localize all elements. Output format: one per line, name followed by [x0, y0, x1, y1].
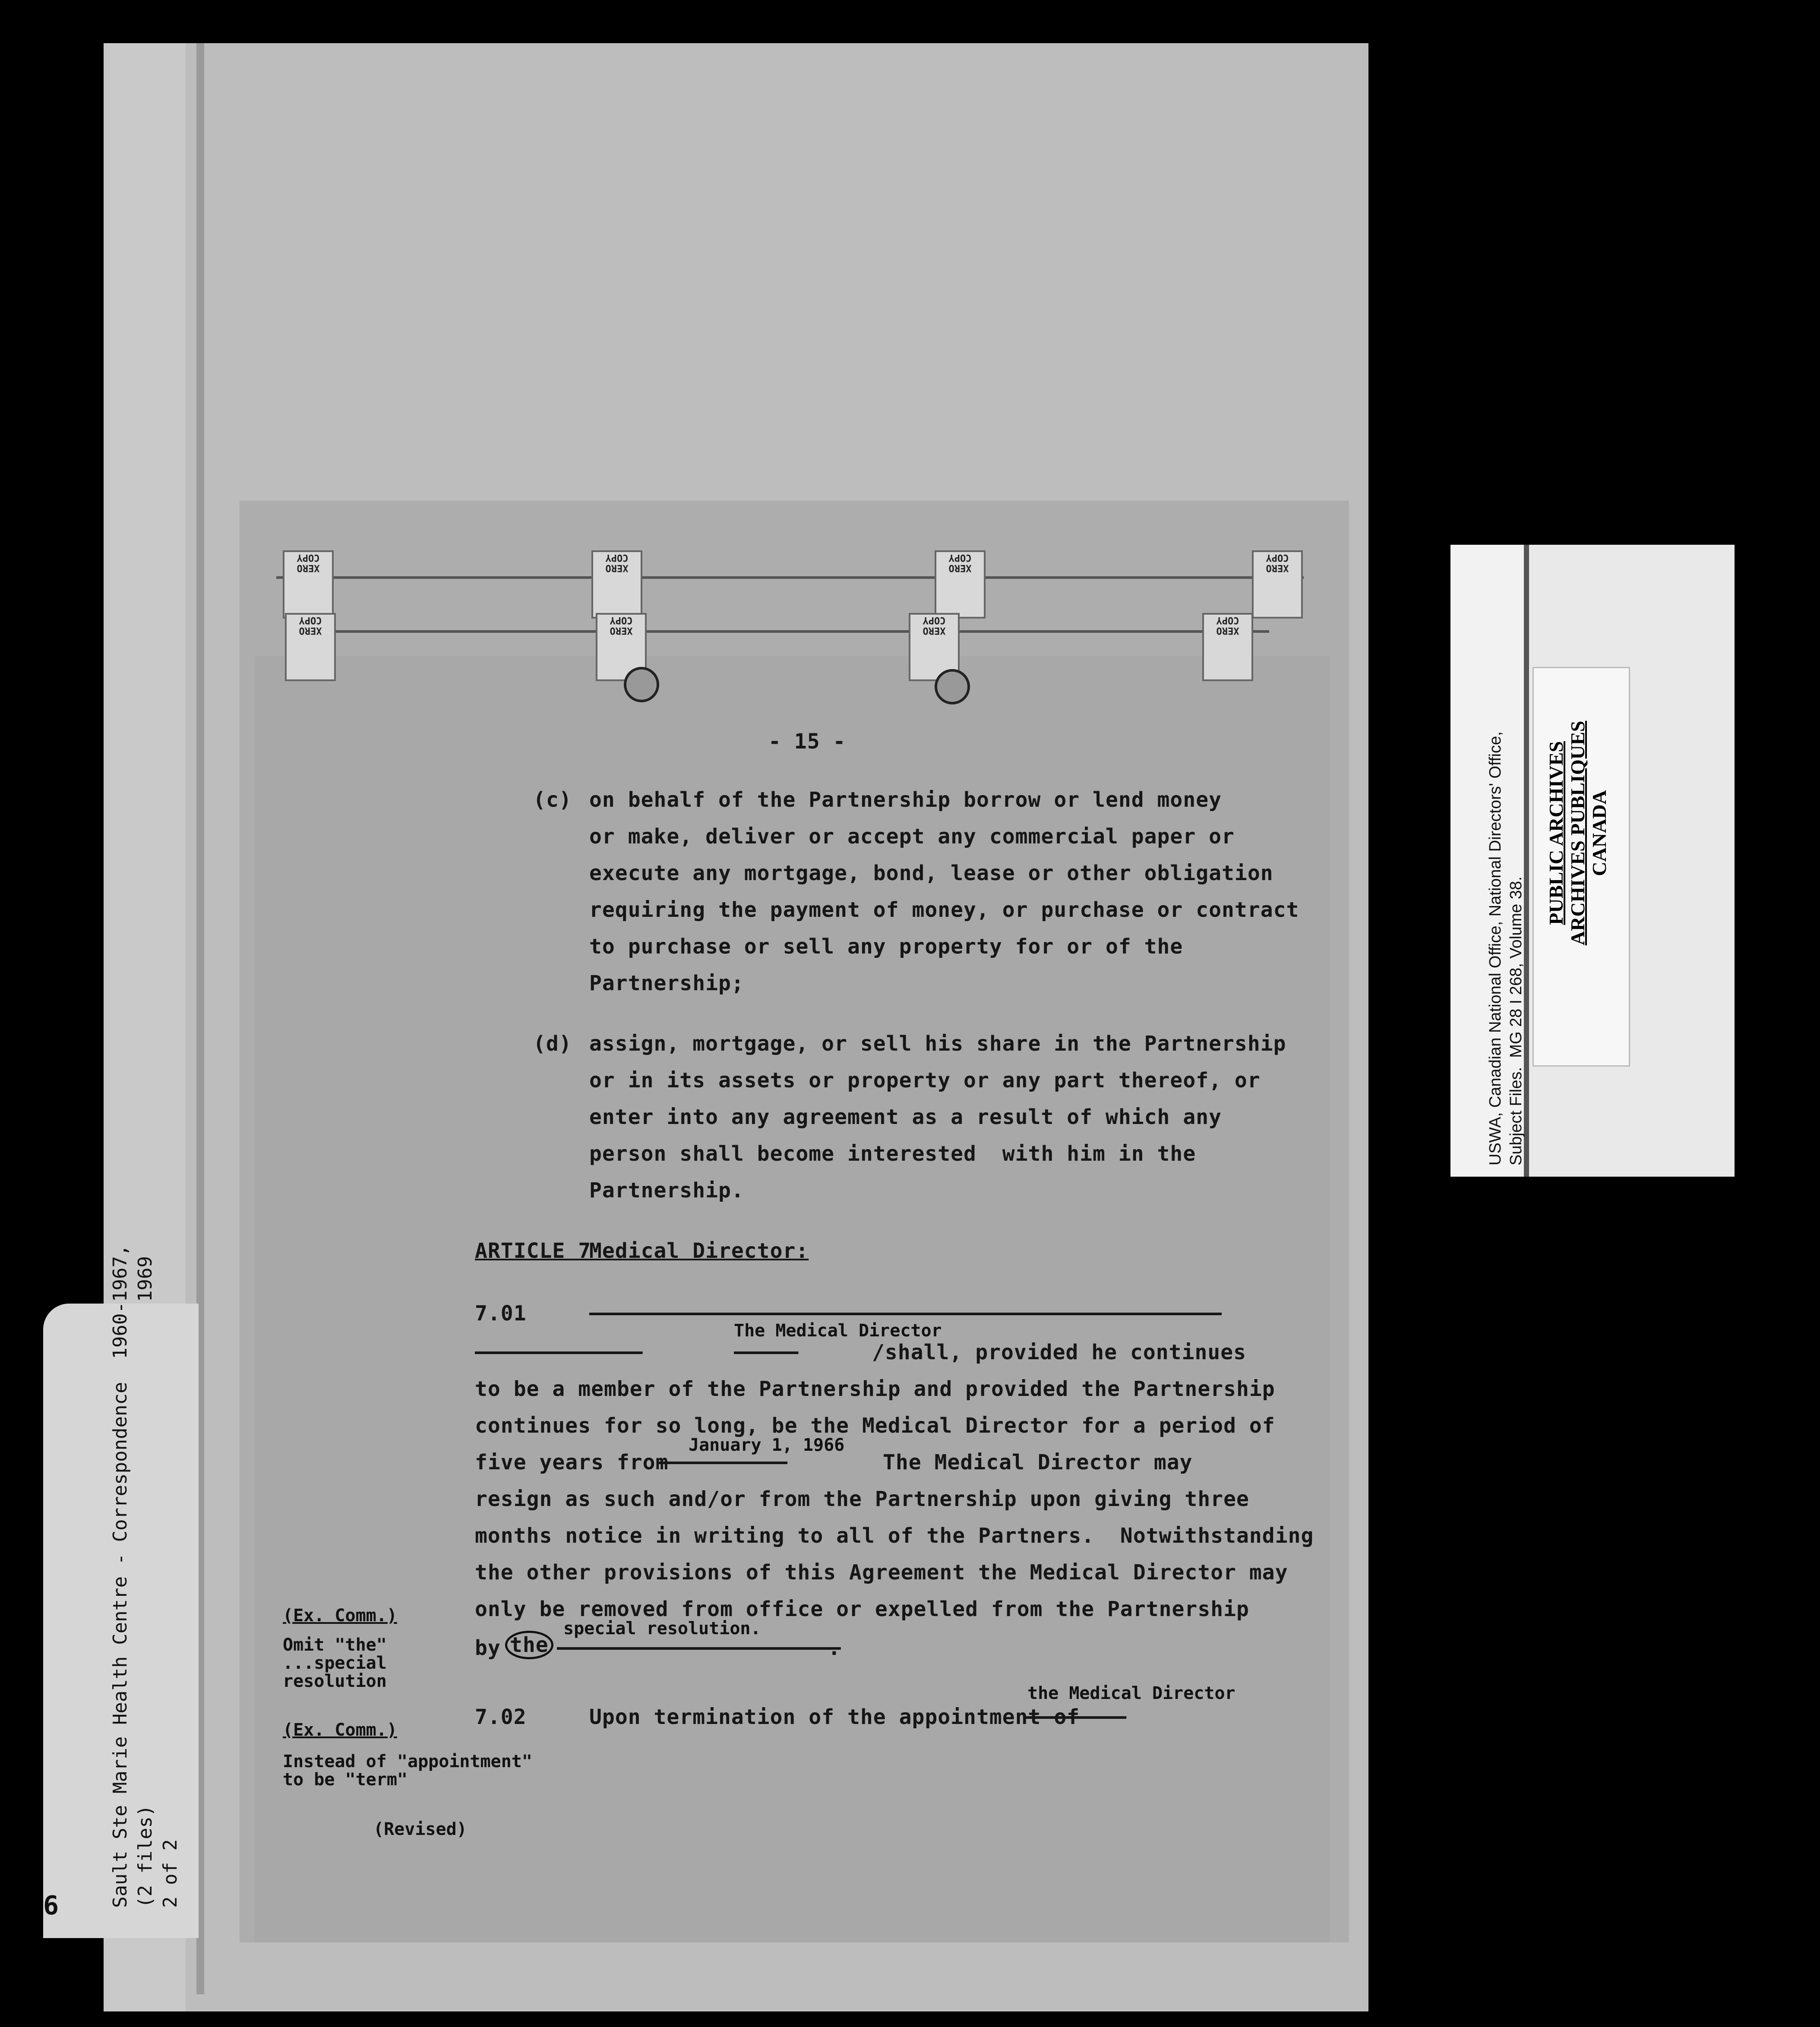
section-line: resign as such and/or from the Partnership upon giving three — [475, 1487, 1249, 1511]
struck-text: . — [557, 1636, 841, 1660]
item-d-line: person shall become interested with him in the — [589, 1142, 1196, 1166]
margin-note: Instead of "appointment" to be "term" — [283, 1752, 532, 1790]
section-line: only be removed from office or expelled from the Partnership — [475, 1597, 1249, 1621]
archive-source: USWA, Canadian National Office, National Directors' Office, — [1486, 731, 1504, 1165]
document-page-inner — [255, 656, 1330, 1942]
section-line: to be a member of the Partnership and provided the Partnership — [475, 1377, 1275, 1401]
stamp-line: ARCHIVES PUBLIQUES — [1567, 720, 1589, 946]
item-d-line: or in its assets or property or any part thereof, or — [589, 1068, 1261, 1092]
section-line: Upon termination of the appointment of — [589, 1705, 1080, 1729]
item-c-label: (c) — [533, 788, 572, 812]
item-c-line: or make, deliver or accept any commercial paper or — [589, 824, 1235, 849]
tab-years: 1960-1967, — [109, 1244, 131, 1359]
stamp-line: CANADA — [1588, 790, 1610, 876]
xero-clip: XERO COPY — [1252, 550, 1303, 619]
margin-note: Omit "the" ...special resolution — [283, 1635, 387, 1691]
item-c-line: Partnership; — [589, 971, 744, 995]
section-line: months notice in writing to all of the Partners. Notwithstanding — [475, 1524, 1314, 1548]
archive-stamp — [1545, 639, 1610, 1027]
xero-clip: XERO COPY — [596, 613, 647, 681]
item-c-line: to purchase or sell any property for or of the — [589, 935, 1183, 959]
handwritten-insert: January 1, 1966 — [689, 1435, 845, 1455]
item-c-line: execute any mortgage, bond, lease or other obligation — [589, 861, 1273, 885]
struck-text — [1023, 1705, 1126, 1729]
clip-rail-top — [276, 576, 1304, 579]
section-number: 7.02 — [475, 1705, 527, 1729]
handwritten-insert: The Medical Director — [734, 1321, 942, 1341]
article-title: Medical Director: — [589, 1239, 809, 1263]
xero-clip: XERO COPY — [285, 613, 336, 681]
tab-year2: 1969 — [134, 1256, 156, 1302]
revised-note: (Revised) — [373, 1819, 467, 1839]
circled-word: the — [505, 1631, 553, 1659]
struck-text — [475, 1340, 643, 1364]
item-d-line: enter into any agreement as a result of which any — [589, 1105, 1222, 1129]
tab-part: 2 of 2 — [159, 1839, 181, 1908]
xero-clip: XERO COPY — [591, 550, 642, 619]
xero-clip: XERO COPY — [935, 550, 986, 619]
archive-reference: Subject Files. MG 28 I 268, Volume 38. — [1507, 876, 1525, 1165]
item-d-line: Partnership. — [589, 1178, 744, 1203]
section-line: continues for so long, be the Medical Director for a period of — [475, 1414, 1275, 1438]
section-line: five years from — [475, 1450, 669, 1474]
folder-tab-label — [108, 1244, 183, 1908]
handwritten-insert: the Medical Director — [1027, 1683, 1235, 1703]
tab-number: 6 — [43, 1891, 59, 1921]
clip-rail-bottom — [319, 630, 1269, 633]
section-line: /shall, provided he continues — [872, 1340, 1247, 1364]
struck-text — [734, 1340, 799, 1364]
item-d-label: (d) — [533, 1032, 572, 1056]
section-number: 7.01 — [475, 1301, 527, 1326]
punch-hole — [624, 667, 659, 702]
struck-text — [658, 1450, 787, 1474]
archive-source-text — [1485, 561, 1526, 1165]
stamp-line: PUBLIC ARCHIVES — [1545, 741, 1567, 925]
margin-note-heading: (Ex. Comm.) — [283, 1720, 397, 1740]
margin-note-heading: (Ex. Comm.) — [283, 1606, 397, 1626]
xero-clip: XERO COPY — [909, 613, 960, 681]
punch-hole — [935, 669, 970, 704]
tab-files: (2 files) — [134, 1805, 156, 1908]
section-line: The Medical Director may — [883, 1450, 1193, 1474]
section-line: by — [475, 1636, 501, 1660]
item-c-line: on behalf of the Partnership borrow or lend money — [589, 788, 1222, 812]
xero-clip: XERO COPY — [1202, 613, 1253, 681]
section-line: the other provisions of this Agreement the Medical Director may — [475, 1560, 1288, 1585]
tab-title: Sault Ste Marie Health Centre - Correspondence — [109, 1382, 131, 1908]
item-d-line: assign, mortgage, or sell his share in the Partnership — [589, 1032, 1286, 1056]
handwritten-insert: special resolution. — [563, 1619, 761, 1639]
article-heading: ARTICLE 7 — [475, 1239, 591, 1263]
item-c-line: requiring the payment of money, or purchase or contract — [589, 898, 1299, 922]
page-number: - 15 - — [768, 729, 846, 754]
xero-clip: XERO COPY — [283, 550, 334, 619]
